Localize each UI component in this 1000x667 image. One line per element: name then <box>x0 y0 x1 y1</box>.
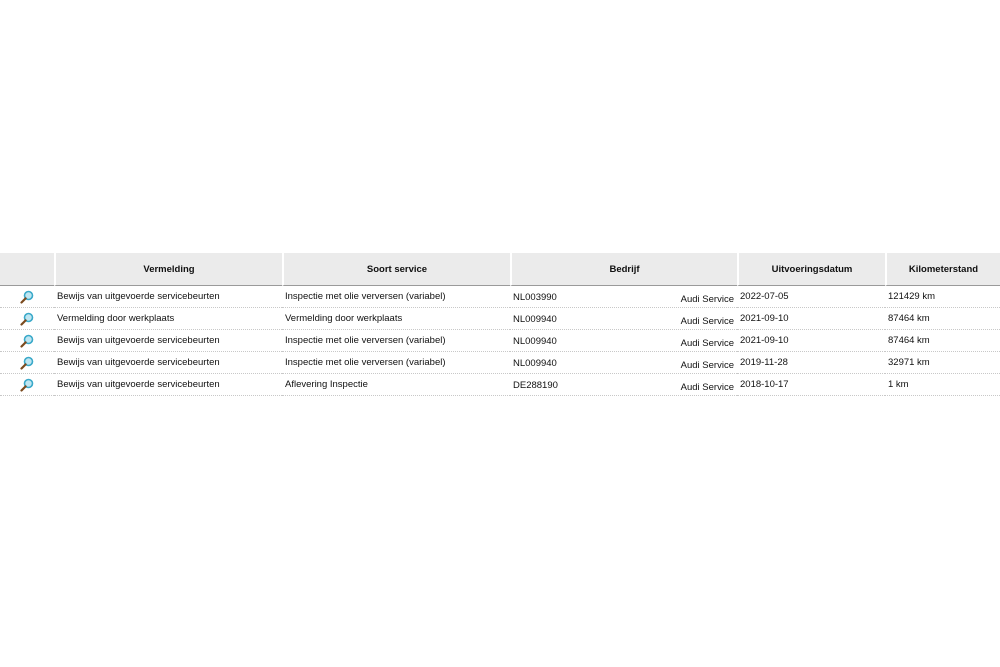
magnifier-icon[interactable] <box>20 312 34 329</box>
cell-bedrijf <box>510 330 737 352</box>
cell-kilometerstand: 87464 km <box>885 330 1000 352</box>
column-header-bedrijf[interactable]: Bedrijf <box>510 253 737 286</box>
cell-soort-service: Inspectie met olie verversen (variabel) <box>282 330 510 352</box>
table-row[interactable] <box>0 330 1000 352</box>
cell-kilometerstand: 87464 km <box>885 308 1000 330</box>
column-header-kilometerstand[interactable]: Kilometerstand <box>885 253 1000 286</box>
magnifier-icon[interactable] <box>20 290 34 307</box>
cell-bedrijf <box>510 308 737 330</box>
table-header-row <box>0 253 1000 286</box>
magnifier-icon[interactable] <box>20 356 34 373</box>
magnifier-icon[interactable] <box>20 334 34 351</box>
cell-uitvoeringsdatum: 2019-11-28 <box>737 352 885 374</box>
cell-uitvoeringsdatum: 2022-07-05 <box>737 286 885 308</box>
cell-soort-service: Inspectie met olie verversen (variabel) <box>282 286 510 308</box>
cell-kilometerstand: 1 km <box>885 374 1000 396</box>
company-code: NL009940 <box>513 358 557 369</box>
company-code: NL009940 <box>513 314 557 325</box>
magnifier-icon[interactable] <box>20 378 34 395</box>
column-header-uitvoeringsdatum[interactable]: Uitvoeringsdatum <box>737 253 885 286</box>
cell-soort-service: Inspectie met olie verversen (variabel) <box>282 352 510 374</box>
company-code: DE288190 <box>513 380 558 391</box>
column-header-soort-service[interactable]: Soort service <box>282 253 510 286</box>
column-header-icon <box>0 253 54 286</box>
cell-vermelding: Bewijs van uitgevoerde servicebeurten <box>54 330 282 352</box>
cell-bedrijf <box>510 352 737 374</box>
cell-soort-service: Vermelding door werkplaats <box>282 308 510 330</box>
cell-bedrijf <box>510 286 737 308</box>
details-cell[interactable] <box>0 308 54 330</box>
table-row[interactable] <box>0 352 1000 374</box>
cell-vermelding: Bewijs van uitgevoerde servicebeurten <box>54 352 282 374</box>
details-cell[interactable] <box>0 286 54 308</box>
company-name: Audi Service <box>680 382 734 393</box>
details-cell[interactable] <box>0 352 54 374</box>
service-history-table <box>0 253 1000 396</box>
cell-vermelding: Bewijs van uitgevoerde servicebeurten <box>54 286 282 308</box>
table-row[interactable] <box>0 374 1000 396</box>
cell-uitvoeringsdatum: 2021-09-10 <box>737 330 885 352</box>
cell-vermelding: Vermelding door werkplaats <box>54 308 282 330</box>
column-header-vermelding[interactable]: Vermelding <box>54 253 282 286</box>
company-code: NL009940 <box>513 336 557 347</box>
table-row[interactable] <box>0 286 1000 308</box>
cell-kilometerstand: 121429 km <box>885 286 1000 308</box>
service-history-table-container <box>0 253 1000 396</box>
cell-uitvoeringsdatum: 2018-10-17 <box>737 374 885 396</box>
cell-uitvoeringsdatum: 2021-09-10 <box>737 308 885 330</box>
company-name: Audi Service <box>680 294 734 305</box>
table-row[interactable] <box>0 308 1000 330</box>
company-name: Audi Service <box>680 316 734 327</box>
cell-bedrijf <box>510 374 737 396</box>
cell-soort-service: Aflevering Inspectie <box>282 374 510 396</box>
cell-kilometerstand: 32971 km <box>885 352 1000 374</box>
company-name: Audi Service <box>680 360 734 371</box>
company-name: Audi Service <box>680 338 734 349</box>
details-cell[interactable] <box>0 374 54 396</box>
cell-vermelding: Bewijs van uitgevoerde servicebeurten <box>54 374 282 396</box>
details-cell[interactable] <box>0 330 54 352</box>
company-code: NL003990 <box>513 292 557 303</box>
